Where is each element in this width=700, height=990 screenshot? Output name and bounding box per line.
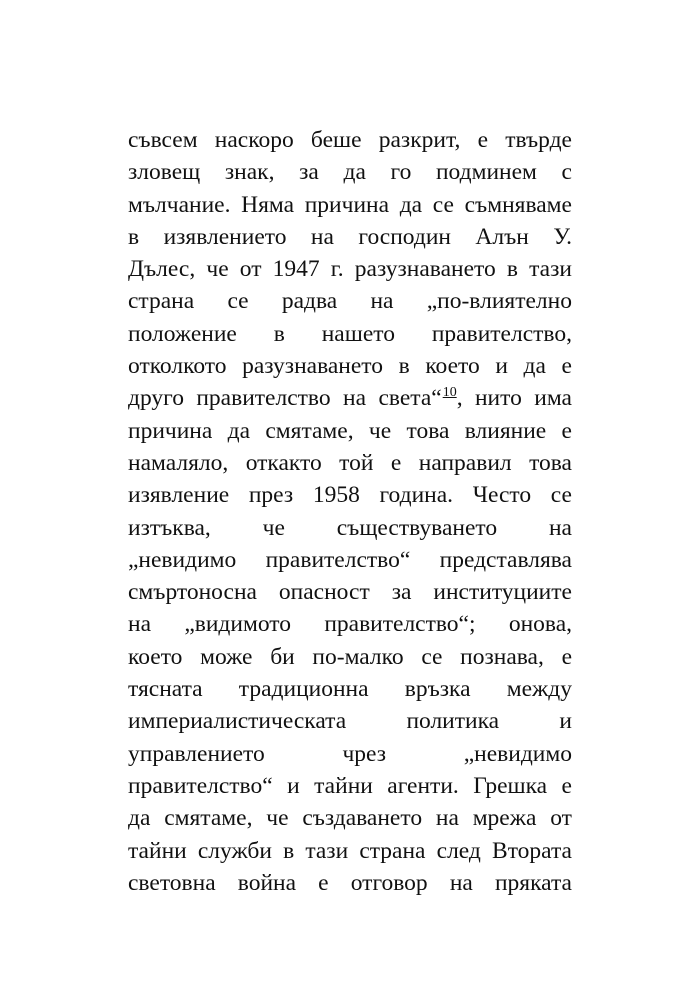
word: „видимото [184,611,291,638]
word: страна [128,288,195,315]
word: и [559,708,572,735]
word: което [425,353,480,380]
word: нито [474,385,522,412]
word: Няма [241,191,295,218]
word: политика [406,708,500,735]
word: тази [305,837,349,864]
text-line [128,415,572,447]
word: се [421,643,443,670]
word: той [339,449,374,476]
word: смъртоносна [128,579,257,606]
word: правителство“; [324,611,476,638]
word: разкрит, [378,127,461,153]
word: на [449,869,473,896]
word: е [477,127,488,153]
word: знак, [224,159,275,186]
word: тайни [314,772,373,799]
word: господин [358,223,451,250]
text-line [128,544,572,576]
text-line [128,479,572,511]
word: е [561,643,572,670]
word: да [227,417,251,444]
text-line [128,350,572,382]
word: причина [128,417,213,444]
word: това [406,417,450,444]
text-line [128,867,572,899]
word: да [128,805,151,832]
word: разузнаването [242,353,384,380]
word: намаляло, [128,449,229,476]
footnote-reference-link[interactable]: 10 [442,385,457,401]
word: за [391,579,412,606]
word: по-малко [312,643,404,670]
word: от [550,805,572,832]
word: тайни [128,837,187,864]
word: света“10, [378,382,462,414]
word: мълчание. [128,191,231,218]
word: институциите [433,579,572,606]
word: У. [553,223,572,250]
word: на [435,805,459,832]
text-line [128,770,572,802]
word: управлението [128,740,265,767]
word: да [523,353,546,380]
text-line [128,738,572,770]
word: това [529,449,572,476]
word: направил [418,449,512,476]
word: да [399,191,423,218]
word: че [262,514,285,541]
word: е [561,353,572,380]
word: империалистическата [128,708,347,735]
word: съвсем [128,127,198,153]
word: опасност [278,579,370,606]
word: „по-влиятелно [426,288,572,315]
word: за [299,159,319,186]
text-line [128,802,572,834]
word: в [398,353,410,380]
word: на [370,288,394,315]
footnote-tail-punctuation: , [456,385,463,412]
word: Втората [492,837,572,864]
text-line [128,253,572,285]
word: страна [359,837,426,864]
word: причина [304,191,390,218]
word: от [239,256,262,283]
word: правителство“ [128,772,273,799]
word: има [534,385,572,412]
word: може [200,643,253,670]
word: на [310,223,334,250]
word: радва [281,288,338,315]
word: агенти. [387,772,459,799]
word: е [390,449,402,476]
word: правителство, [431,320,572,347]
word: наскоро [214,127,294,153]
word: влияние [464,417,547,444]
text-line [128,673,572,705]
word: 1958 [312,482,360,509]
word: съществуването [336,514,498,541]
word: Алън [475,223,529,250]
word: е [318,869,329,896]
word: смятаме, [164,805,253,832]
word: изявлението [163,223,287,250]
body-text [128,124,572,899]
word: с [561,159,572,186]
word: се [432,191,454,218]
word: „невидимо [463,740,572,767]
word: правителство [196,385,331,412]
text-line [128,156,572,188]
word: световна [128,869,216,896]
word: откакто [245,449,322,476]
word: че [368,417,392,444]
word: война [237,869,297,896]
word: Грешка [473,772,548,799]
word: тази [529,256,572,283]
word: се [550,482,572,509]
word: подминем [435,159,537,186]
word: традиционна [238,676,369,703]
word: познава, [460,643,544,670]
text-line [128,576,572,608]
word: в [506,256,518,283]
word: го [390,159,412,186]
word: на [128,611,152,638]
text-line [128,382,572,414]
word: в [283,837,295,864]
text-line [128,512,572,544]
word: е [561,772,572,799]
word: 1947 [272,256,320,283]
word: през [248,482,294,509]
word: в [273,320,285,347]
word: пряката [494,869,572,896]
word: правителство“ [265,546,411,573]
word: създаването [302,805,423,832]
word: би [270,643,295,670]
word: е [561,417,572,444]
word: изтъква, [128,514,211,541]
word: отколкото [128,353,227,380]
word: смятаме, [265,417,354,444]
word: Дълес, [128,256,196,283]
word: служби [197,837,272,864]
text-line [128,221,572,253]
word: и [287,772,300,799]
word: в [128,223,140,250]
word: положение [128,320,237,347]
word: разузнаването [354,256,496,283]
word: онова, [508,611,572,638]
word: връзка [404,676,471,703]
word: г. [330,256,344,283]
word: година. [379,482,454,509]
word: нашето [321,320,395,347]
text-line [128,835,572,867]
word: „невидимо [128,546,237,573]
word: да [343,159,366,186]
word: мрежа [472,805,537,832]
text-line [128,705,572,737]
word: беше [310,127,362,153]
text-line [128,608,572,640]
word: тясната [128,676,203,703]
word: между [506,676,572,703]
text-line [128,641,572,673]
word: се [227,288,249,315]
word: след [436,837,481,864]
word: твърде [505,127,572,153]
text-line [128,124,572,156]
word: на [343,385,367,412]
word: изявление [128,482,230,509]
word: зловещ [128,159,201,186]
word: чрез [342,740,387,767]
word: че [266,805,289,832]
text-line [128,189,572,221]
word: и [495,353,508,380]
text-line [128,447,572,479]
word: представлява [439,546,572,573]
text-line [128,318,572,350]
word: отговор [350,869,428,896]
text-line [128,285,572,317]
word: съмняваме [464,191,572,218]
word: на [548,514,572,541]
word: което [128,643,183,670]
word: че [206,256,229,283]
word: друго [128,385,184,412]
word: Често [472,482,532,509]
